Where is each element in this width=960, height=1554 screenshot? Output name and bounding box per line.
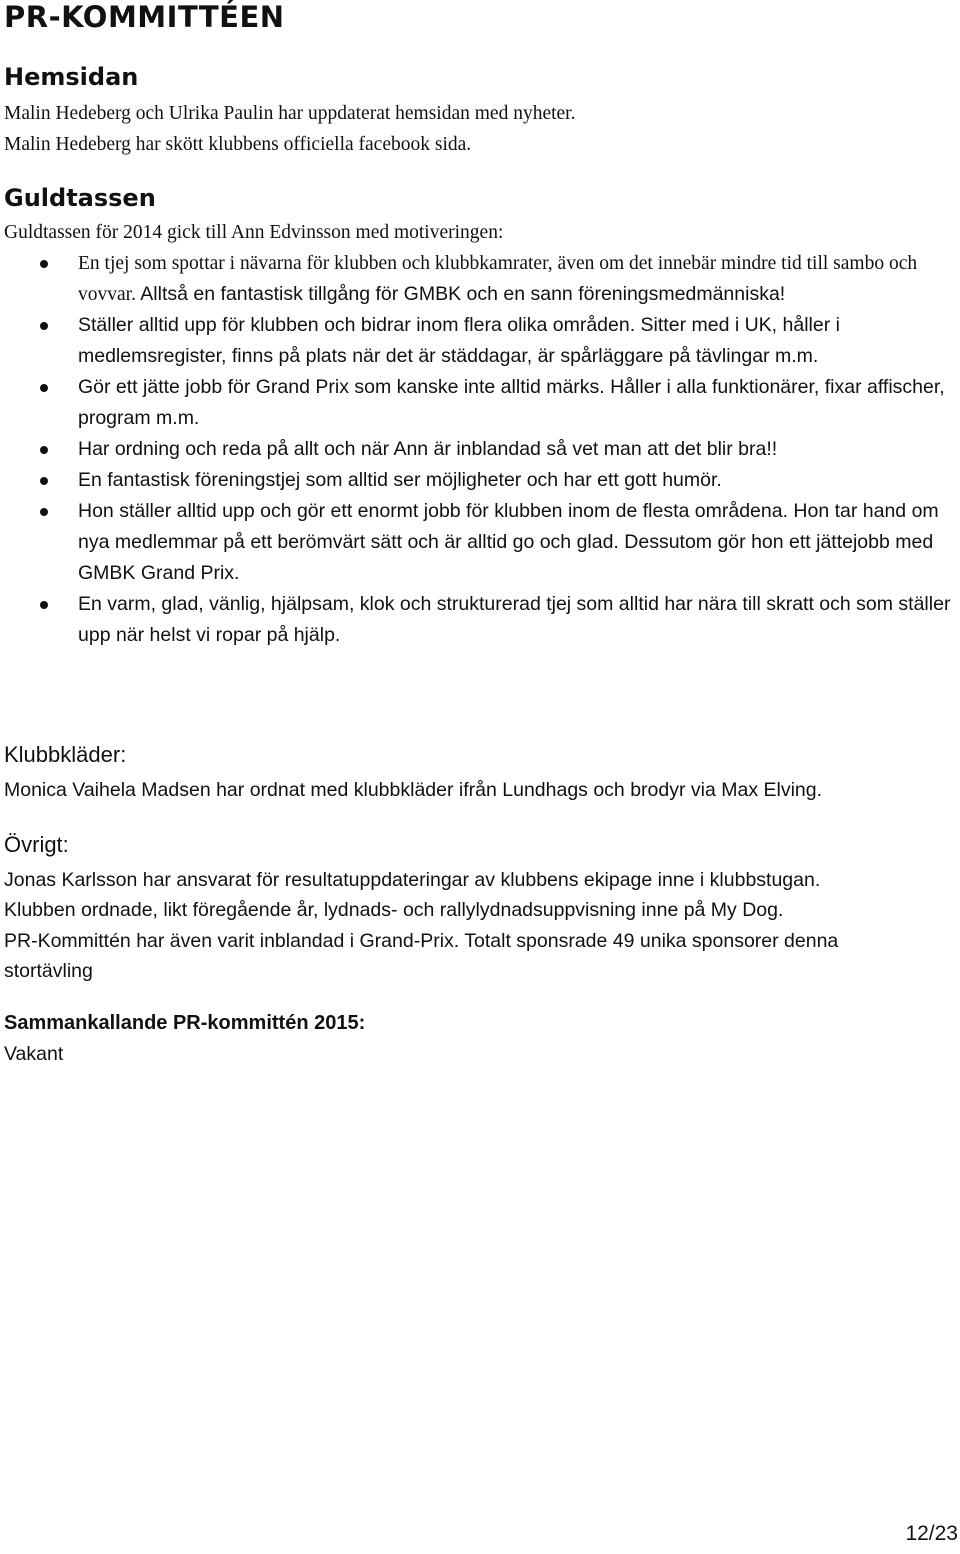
guldtassen-intro: Guldtassen för 2014 gick till Ann Edvinsson med motiveringen: — [4, 222, 504, 243]
page-title: PR-KOMMITTÉEN — [4, 0, 285, 34]
heading-guldtassen: Guldtassen — [4, 184, 156, 212]
ovrigt-line-2: Klubben ordnade, likt föregående år, lydnads- och rallylydnadsuppvisning inne på My Dog. — [4, 899, 784, 921]
heading-ovrigt: Övrigt: — [4, 832, 69, 857]
motivation-list — [0, 248, 960, 651]
list-item — [0, 248, 960, 310]
bullet-icon — [40, 508, 48, 516]
list-item — [0, 372, 960, 434]
sammankallande-value: Vakant — [4, 1043, 64, 1065]
list-item-text: Alltså en fantastisk tillgång för GMBK och en sann föreningsmedmänniska! — [135, 283, 786, 305]
bullet-icon — [40, 322, 48, 330]
bullet-icon — [40, 601, 48, 609]
list-item — [0, 434, 960, 465]
list-item — [0, 496, 960, 589]
list-item-text: Gör ett jätte jobb för Grand Prix som kanske inte alltid märks. Håller i alla funktionärer, fixar affischer, program m.m. — [78, 376, 945, 429]
heading-hemsidan: Hemsidan — [4, 63, 139, 91]
list-item-text-serif: En tjej som spottar i nävarna för klubben och klubbkamrater, även om det innebär mindre tid till sambo och vovvar. — [78, 253, 918, 305]
page-number: 12/23 — [905, 1522, 958, 1545]
bullet-icon — [40, 260, 48, 268]
ovrigt-line-3: PR-Kommittén har även varit inblandad i Grand-Prix. Totalt sponsrade 49 unika sponsorer denna — [4, 930, 839, 952]
bullet-icon — [40, 446, 48, 454]
klubbklader-text: Monica Vaihela Madsen har ordnat med klubbkläder ifrån Lundhags och brodyr via Max Elving. — [4, 779, 823, 801]
list-item-text: En varm, glad, vänlig, hjälpsam, klok och strukturerad tjej som alltid har nära till skratt och som ställer upp när helst vi ropar på hjälp. — [78, 593, 951, 646]
bullet-icon — [40, 384, 48, 392]
hemsidan-line-2: Malin Hedeberg har skött klubbens officiella facebook sida. — [4, 134, 472, 155]
list-item-text: Hon ställer alltid upp och gör ett enormt jobb för klubben inom de flesta områdena. Hon tar hand om nya medlemmar på ett berömvärt sätt och är alltid go och glad. Dessutom gör hon ett jättejobb med GMBK Grand Prix. — [78, 500, 939, 584]
hemsidan-line-1: Malin Hedeberg och Ulrika Paulin har uppdaterat hemsidan med nyheter. — [4, 103, 576, 124]
list-item — [0, 465, 960, 496]
list-item-text: En fantastisk föreningstjej som alltid ser möjligheter och har ett gott humör. — [78, 469, 722, 491]
list-item — [0, 589, 960, 651]
list-item — [0, 310, 960, 372]
bullet-icon — [40, 477, 48, 485]
ovrigt-line-4: stortävling — [4, 960, 93, 982]
list-item-text: Har ordning och reda på allt och när Ann är inblandad så vet man att det blir bra!! — [78, 438, 778, 460]
heading-klubbklader: Klubbkläder: — [4, 742, 127, 767]
list-item-text: Ställer alltid upp för klubben och bidrar inom flera olika områden. Sitter med i UK, håller i medlemsregister, finns på plats när det är städdagar, är spårläggare på tävlingar m.m. — [78, 314, 840, 367]
heading-sammankallande: Sammankallande PR-kommittén 2015: — [4, 1012, 366, 1034]
ovrigt-line-1: Jonas Karlsson har ansvarat för resultatuppdateringar av klubbens ekipage inne i klubbstugan. — [4, 869, 821, 891]
